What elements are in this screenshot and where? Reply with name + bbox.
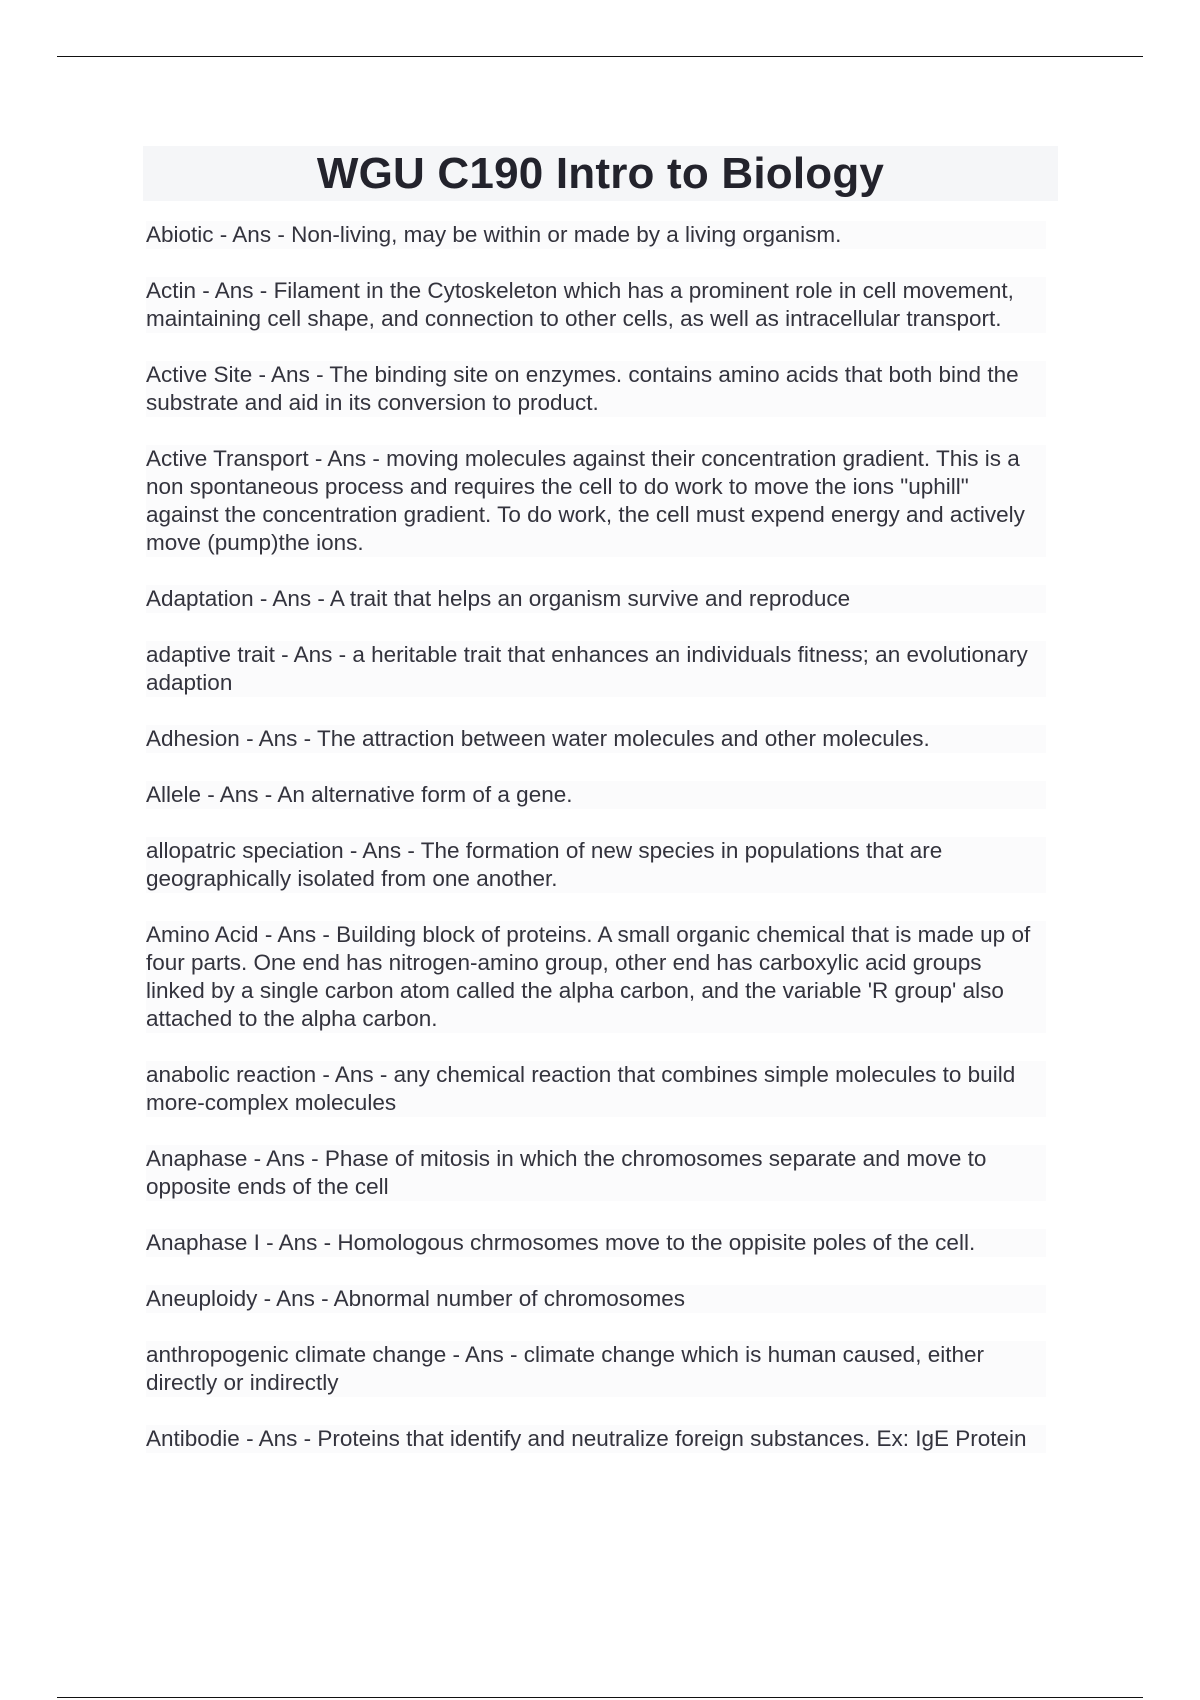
glossary-entry	[146, 1341, 1046, 1397]
entry-term: Antibodie	[146, 1426, 240, 1451]
glossary-entry	[146, 221, 1046, 249]
entry-term: Aneuploidy	[146, 1286, 258, 1311]
entry-separator: - Ans -	[239, 726, 317, 751]
glossary-list	[143, 221, 1058, 1453]
entry-definition: Building block of proteins. A small organic chemical that is made up of four parts. One end has nitrogen-amino group, other end has carboxylic acid groups linked by a single carbon atom called the alpha carbon, and the variable 'R group' also attached to the alpha carbon.	[146, 922, 1031, 1031]
document-title: WGU C190 Intro to Biology	[316, 149, 885, 198]
top-rule	[57, 56, 1143, 57]
title-band	[143, 146, 1058, 201]
glossary-entry	[146, 1061, 1046, 1117]
entry-term: adaptive trait	[146, 642, 275, 667]
entry-definition: A trait that helps an organism survive and reproduce	[329, 586, 851, 611]
entry-term: allopatric speciation	[146, 838, 344, 863]
glossary-entry	[146, 277, 1046, 333]
entry-definition: Non-living, may be within or made by a living organism.	[291, 222, 842, 247]
entry-definition: Abnormal number of chromosomes	[333, 1286, 686, 1311]
bottom-rule	[57, 1697, 1143, 1698]
entry-term: Adhesion	[146, 726, 240, 751]
entry-separator: - Ans -	[196, 278, 274, 303]
entry-definition: Phase of mitosis in which the chromosomes separate and move to opposite ends of the cell	[146, 1146, 987, 1199]
entry-definition: any chemical reaction that combines simple molecules to build more-complex molecules	[146, 1062, 1016, 1115]
entry-term: anabolic reaction	[146, 1062, 317, 1087]
glossary-entry	[146, 1425, 1046, 1453]
entry-term: Allele	[146, 782, 202, 807]
entry-definition: a heritable trait that enhances an individuals fitness; an evolutionary adaption	[146, 642, 1028, 695]
entry-separator: - Ans -	[253, 586, 330, 611]
entry-separator: - Ans -	[258, 922, 337, 947]
entry-separator: - Ans -	[239, 1426, 318, 1451]
entry-separator: - Ans -	[247, 1146, 325, 1171]
entry-term: Amino Acid	[146, 922, 259, 947]
entry-term: Active Site	[146, 362, 253, 387]
glossary-entry	[146, 361, 1046, 417]
entry-separator: - Ans -	[343, 838, 421, 863]
glossary-entry	[146, 1229, 1046, 1257]
entry-separator: - Ans -	[259, 1230, 338, 1255]
entry-term: Abiotic	[146, 222, 214, 247]
glossary-entry	[146, 1285, 1046, 1313]
entry-separator: - Ans -	[316, 1062, 394, 1087]
entry-separator: - Ans -	[257, 1286, 334, 1311]
entry-separator: - Ans -	[213, 222, 292, 247]
entry-definition: The attraction between water molecules and other molecules.	[316, 726, 930, 751]
entry-definition: Proteins that identify and neutralize foreign substances. Ex: IgE Protein	[317, 1426, 1027, 1451]
entry-definition: moving molecules against their concentration gradient. This is a non spontaneous process and requires the cell to do work to move the ions "uphill" against the concentration gradient. To do work, the cell must expend energy and actively move (pump)the ions.	[146, 446, 1025, 555]
entry-definition: Homologous chrmosomes move to the oppisite poles of the cell.	[337, 1230, 976, 1255]
glossary-entry	[146, 781, 1046, 809]
entry-separator: - Ans -	[201, 782, 278, 807]
entry-term: anthropogenic climate change	[146, 1342, 447, 1367]
glossary-entry	[146, 641, 1046, 697]
entry-definition: An alternative form of a gene.	[277, 782, 573, 807]
entry-definition: climate change which is human caused, either directly or indirectly	[146, 1342, 984, 1395]
entry-term: Adaptation	[146, 586, 254, 611]
entry-separator: - Ans -	[274, 642, 353, 667]
entry-definition: The binding site on enzymes. contains amino acids that both bind the substrate and aid in its conversion to product.	[146, 362, 1019, 415]
glossary-entry	[146, 1145, 1046, 1201]
entry-definition: Filament in the Cytoskeleton which has a prominent role in cell movement, maintaining cell shape, and connection to other cells, as well as intracellular transport.	[146, 278, 1014, 331]
glossary-entry	[146, 585, 1046, 613]
entry-separator: - Ans -	[446, 1342, 524, 1367]
entry-term: Actin	[146, 278, 197, 303]
glossary-entry	[146, 445, 1046, 557]
entry-separator: - Ans -	[252, 362, 330, 387]
entry-definition: The formation of new species in populations that are geographically isolated from one another.	[146, 838, 943, 891]
document-body	[143, 146, 1058, 1481]
entry-term: Anaphase	[146, 1146, 248, 1171]
entry-separator: - Ans -	[308, 446, 387, 471]
entry-term: Active Transport	[146, 446, 309, 471]
entry-term: Anaphase I	[146, 1230, 260, 1255]
glossary-entry	[146, 921, 1046, 1033]
glossary-entry	[146, 725, 1046, 753]
glossary-entry	[146, 837, 1046, 893]
